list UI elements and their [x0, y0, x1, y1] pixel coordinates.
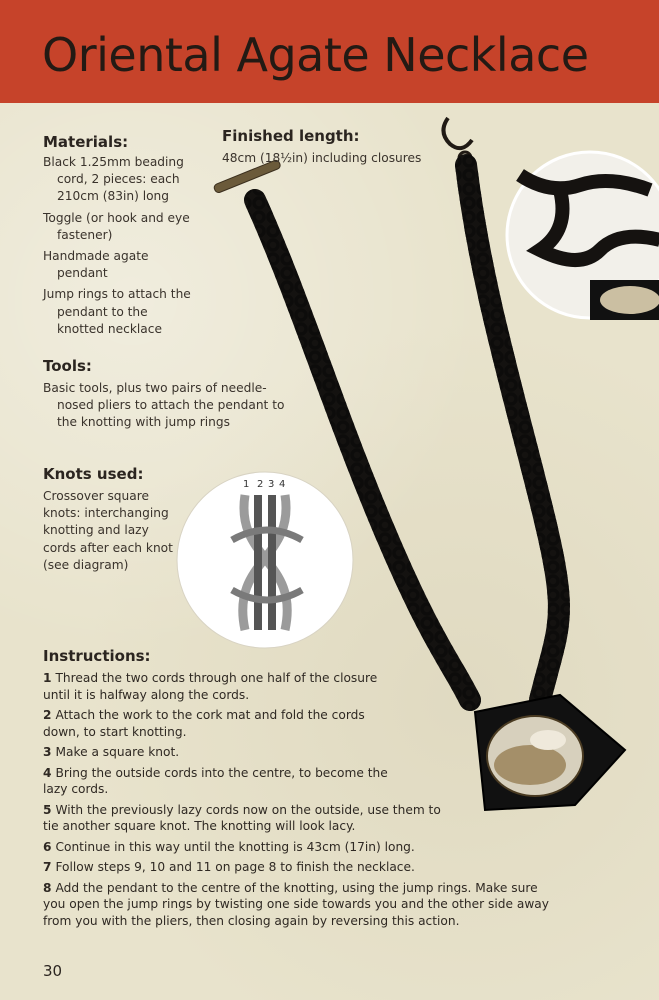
instruction-step: 8 Add the pendant to the centre of the knotting, using the jump rings. Make sure you open the jump rings by twisting one side towards you and the other side away from you with the pliers, then closing again by reversing this action. [43, 880, 549, 928]
instruction-step: 4 Bring the outside cords into the centre, to become the lazy cords. [43, 765, 388, 796]
knots-heading: Knots used: [43, 465, 144, 483]
finished-length-value: 48cm (18½in) including closures [222, 151, 422, 165]
diagram-label-2: 2 [257, 479, 264, 490]
knot-diagram [177, 472, 353, 648]
diagram-label-1: 1 [243, 479, 250, 490]
instruction-step: 6 Continue in this way until the knotting is 43cm (17in) long. [43, 839, 415, 854]
detail-inset-photo [507, 152, 659, 320]
materials-heading: Materials: [43, 133, 129, 151]
tools-text: Basic tools, plus two pairs of needle-nosed pliers to attach the pendant to the knotting with jump rings [43, 381, 285, 430]
tools-heading: Tools: [43, 357, 92, 375]
materials-list [43, 154, 193, 338]
instruction-step: 2 Attach the work to the cork mat and fold the cords down, to start knotting. [43, 708, 365, 739]
instruction-step: 5 With the previously lazy cords now on the outside, use them to tie another square knot. The knotting will look lacy. [43, 802, 441, 833]
materials-item: Black 1.25mm beading cord, 2 pieces: each 210cm (83in) long [43, 155, 184, 204]
instructions-list [43, 670, 583, 933]
knots-text: Crossover square knots: interchanging knotting and lazy cords after each knot (see diagram) [43, 489, 173, 572]
instruction-step: 3 Make a square knot. [43, 745, 180, 759]
materials-item: Jump rings to attach the pendant to the knotted necklace [43, 287, 191, 336]
instruction-step: 7 Follow steps 9, 10 and 11 on page 8 to finish the necklace. [43, 860, 415, 874]
materials-item: Toggle (or hook and eye fastener) [43, 210, 190, 242]
finished-length-heading: Finished length: [222, 127, 360, 145]
diagram-label-4: 4 [279, 479, 286, 490]
instructions-heading: Instructions: [43, 647, 151, 665]
page-title: Oriental Agate Necklace [42, 28, 589, 82]
page-number: 30 [43, 962, 63, 980]
instruction-step: 1 Thread the two cords through one half of the closure until it is halfway along the cords. [43, 671, 378, 702]
diagram-label-3: 3 [268, 479, 275, 490]
materials-item: Handmade agate pendant [43, 249, 149, 281]
